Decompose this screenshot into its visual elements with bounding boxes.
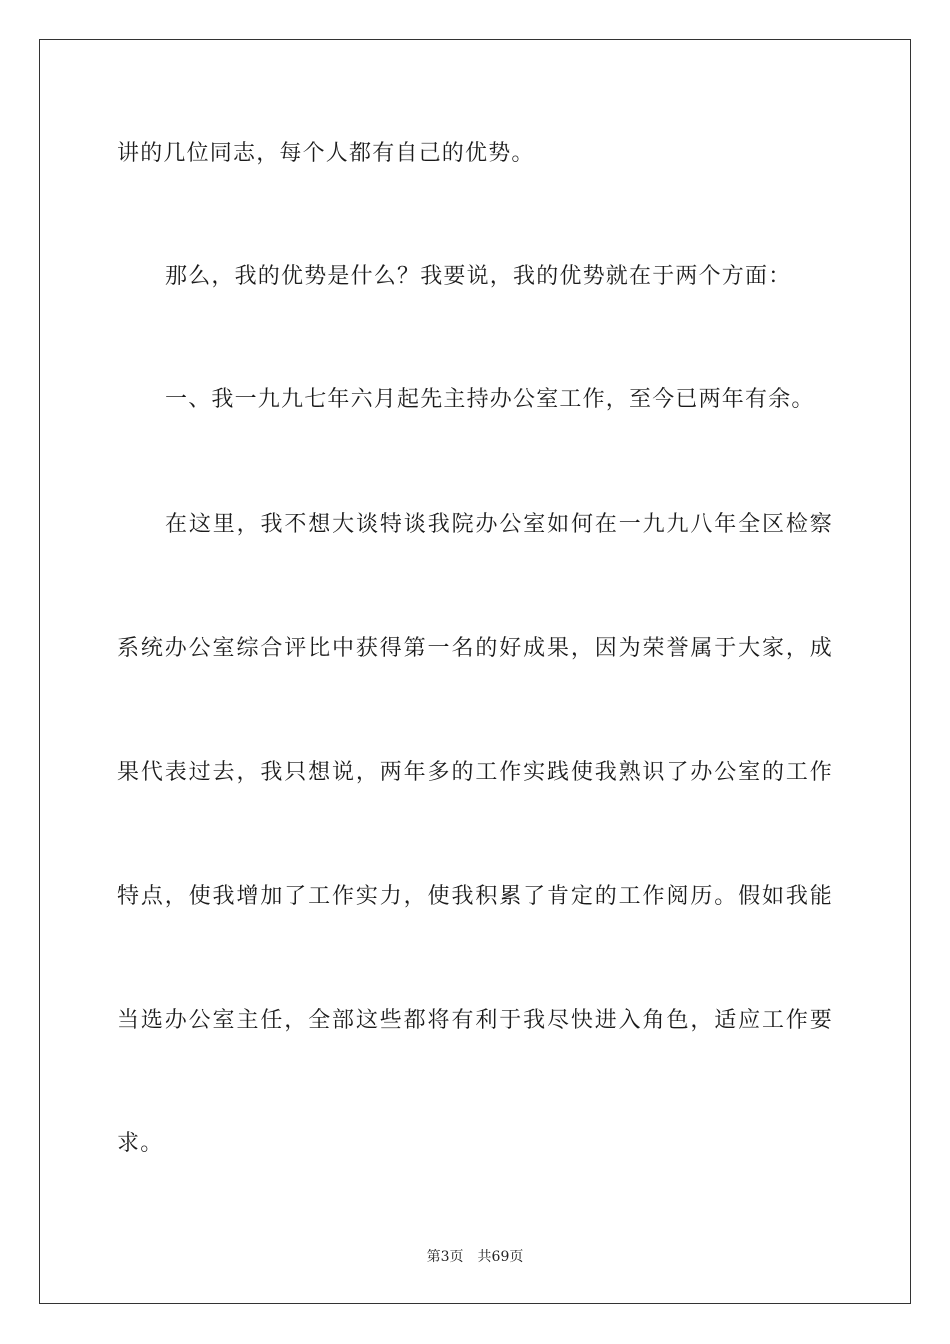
paragraph-line-3: 一、我一九九七年六月起先主持办公室工作，至今已两年有余。 — [165, 387, 815, 412]
page-footer — [0, 1247, 950, 1267]
paragraph-line-7: 特点，使我增加了工作实力，使我积累了肯定的工作阅历。假如我能 — [117, 884, 833, 909]
page-total: 共69页 — [477, 1249, 524, 1265]
paragraph-line-6: 果代表过去，我只想说，两年多的工作实践使我熟识了办公室的工作 — [117, 760, 833, 785]
paragraph-line-8: 当选办公室主任，全部这些都将有利于我尽快进入角色，适应工作要 — [117, 1008, 833, 1033]
paragraph-line-9: 求。 — [117, 1131, 164, 1156]
page-number: 第3页 — [426, 1249, 464, 1265]
paragraph-line-5: 系统办公室综合评比中获得第一名的好成果，因为荣誉属于大家，成 — [117, 636, 833, 661]
paragraph-line-1: 讲的几位同志，每个人都有自己的优势。 — [117, 141, 535, 166]
paragraph-line-2: 那么，我的优势是什么？我要说，我的优势就在于两个方面： — [165, 264, 792, 289]
page-frame — [39, 39, 911, 1304]
paragraph-line-4: 在这里，我不想大谈特谈我院办公室如何在一九九八年全区检察 — [165, 512, 833, 537]
